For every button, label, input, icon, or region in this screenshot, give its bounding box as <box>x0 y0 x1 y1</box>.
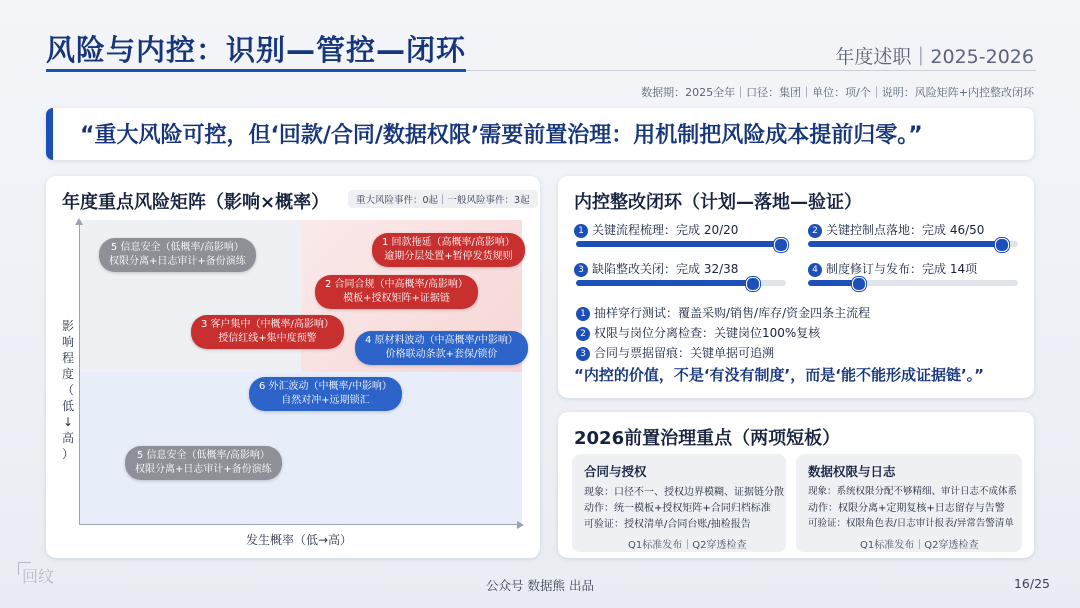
progress-knob <box>774 238 788 252</box>
risk-item-measure: 模板+授权矩阵+证据链 <box>343 293 450 304</box>
risk-item-material-price[interactable] <box>355 331 528 365</box>
progress-knob <box>852 277 866 291</box>
verification-item-2 <box>576 324 820 341</box>
focus-contract-authorization <box>572 454 786 552</box>
focus-data-permission-log <box>796 454 1022 552</box>
banner-accent-bar <box>46 108 53 160</box>
risk-item-info-security-bottom[interactable] <box>125 446 282 480</box>
y-axis <box>79 220 80 525</box>
risk-matrix-plot <box>79 220 522 525</box>
focus-title: 合同与授权 <box>584 464 647 479</box>
key-quote-banner <box>46 108 1034 160</box>
focus-phenomenon: 现象：系统权限分配不够精细、审计日志不成体系 <box>808 486 1018 497</box>
progress-label: 关键控制点落地：完成 46/50 <box>826 223 985 237</box>
x-axis-label: 发生概率（低→高） <box>246 533 353 547</box>
number-badge: 3 <box>574 263 588 277</box>
progress-fill <box>808 241 1001 247</box>
risk-item-label: 6 外汇波动（中概率/中影响） <box>259 381 392 392</box>
progress-fill <box>576 241 786 247</box>
brand-watermark: 回纹 <box>22 567 55 586</box>
progress-bar-4 <box>808 280 1018 286</box>
page-title: 风险与内控：识别—管控—闭环 <box>46 33 467 67</box>
progress-bar-3 <box>576 280 786 286</box>
progress-bar-1 <box>576 241 786 247</box>
risk-item-info-security-top[interactable] <box>99 238 256 272</box>
risk-item-measure: 逾期分层处置+暂停发货规则 <box>384 251 513 262</box>
number-badge: 2 <box>808 224 822 238</box>
number-badge: 4 <box>808 263 822 277</box>
progress-item-2 <box>808 221 984 238</box>
risk-item-label: 1 回款拖延（高概率/高影响） <box>382 237 515 248</box>
page-number: 16/25 <box>1013 576 1050 591</box>
title-accent-bar <box>46 69 466 72</box>
progress-bar-2 <box>808 241 1018 247</box>
verification-label: 合同与票据留痕：关键单据可追溯 <box>594 346 775 360</box>
focus-title: 数据权限与日志 <box>808 464 896 479</box>
focus-verifiable: 可验证：授权清单/合同台账/抽检报告 <box>584 519 751 530</box>
number-badge: 2 <box>576 327 590 341</box>
number-badge: 1 <box>574 224 588 238</box>
risk-matrix-card <box>46 176 540 558</box>
progress-item-1 <box>574 221 738 238</box>
y-axis-arrow <box>75 218 83 225</box>
progress-label: 制度修订与发布：完成 14项 <box>826 262 978 276</box>
y-axis-label: 影 响 程 度 （ 低 ↓ 高 ） <box>61 319 74 461</box>
x-axis-arrow <box>517 521 524 529</box>
focus-timeline: Q1标准发布｜Q2穿透检查 <box>628 540 747 551</box>
internal-control-closure-card <box>558 176 1034 398</box>
risk-item-label: 5 信息安全（低概率/高影响） <box>136 450 270 461</box>
risk-item-collection-delay[interactable] <box>372 233 525 267</box>
number-badge: 1 <box>576 307 590 321</box>
risk-item-label: 4 原材料波动（中高概率/中影响） <box>365 335 518 346</box>
focus-verifiable: 可验证：权限角色表/日志审计报表/异常告警清单 <box>808 518 1014 529</box>
year-label: 年度述职｜2025-2026 <box>835 46 1034 68</box>
footer-credit: 公众号 数据熊 出品 <box>486 578 594 593</box>
progress-label: 缺陷整改关闭：完成 32/38 <box>592 262 739 276</box>
data-scope-meta: 数据期：2025全年｜口径：集团｜单位：项/个｜说明：风险矩阵+内控整改闭环 <box>641 86 1034 99</box>
risk-item-measure: 权限分离+日志审计+备份演练 <box>135 464 272 475</box>
banner-quote: “重大风险可控，但‘回款/合同/数据权限’需要前置治理：用机制把风险成本提前归零。” <box>80 123 923 148</box>
governance-2026-card <box>558 412 1034 558</box>
risk-item-label: 2 合同合规（中高概率/高影响） <box>325 279 468 290</box>
progress-item-4 <box>808 260 977 277</box>
risk-item-measure: 授信红线+集中度预警 <box>218 333 317 344</box>
verification-item-3 <box>576 344 774 361</box>
progress-knob <box>746 277 760 291</box>
risk-item-measure: 价格联动条款+套保/锁价 <box>385 349 498 360</box>
x-axis <box>79 524 522 525</box>
closure-title: 内控整改闭环（计划—落地—验证） <box>574 192 862 213</box>
progress-fill <box>576 280 752 286</box>
progress-item-3 <box>574 260 738 277</box>
risk-item-label: 5 信息安全（低概率/高影响） <box>110 242 244 253</box>
focus-phenomenon: 现象：口径不一、授权边界模糊、证据链分散 <box>584 487 784 498</box>
risk-matrix-title: 年度重点风险矩阵（影响×概率） <box>62 192 330 213</box>
focus-timeline: Q1标准发布｜Q2穿透检查 <box>860 540 979 551</box>
risk-item-fx-fluctuation[interactable] <box>249 377 402 411</box>
progress-label: 关键流程梳理：完成 20/20 <box>592 223 739 237</box>
risk-item-label: 3 客户集中（中概率/高影响） <box>201 319 334 330</box>
verification-label: 抽样穿行测试：覆盖采购/销售/库存/资金四条主流程 <box>594 306 871 320</box>
risk-event-counter: 重大风险事件：0起｜一般风险事件：3起 <box>348 190 538 208</box>
risk-item-contract-compliance[interactable] <box>315 275 478 309</box>
governance-2026-title: 2026前置治理重点（两项短板） <box>574 428 841 449</box>
focus-action: 动作：统一模板+授权矩阵+合同归档标准 <box>584 503 771 514</box>
focus-action: 动作：权限分离+定期复核+日志留存与告警 <box>808 503 1005 514</box>
risk-item-measure: 自然对冲+远期锁汇 <box>281 395 370 406</box>
verification-label: 权限与岗位分离检查：关键岗位100%复核 <box>594 326 821 340</box>
number-badge: 3 <box>576 347 590 361</box>
progress-fill <box>808 280 858 286</box>
risk-item-customer-concentration[interactable] <box>191 315 344 349</box>
closure-quote: “内控的价值，不是‘有没有制度’，而是‘能不能形成证据链’。” <box>574 366 985 384</box>
risk-item-measure: 权限分离+日志审计+备份演练 <box>109 256 246 267</box>
verification-item-1 <box>576 304 870 321</box>
progress-knob <box>995 238 1009 252</box>
